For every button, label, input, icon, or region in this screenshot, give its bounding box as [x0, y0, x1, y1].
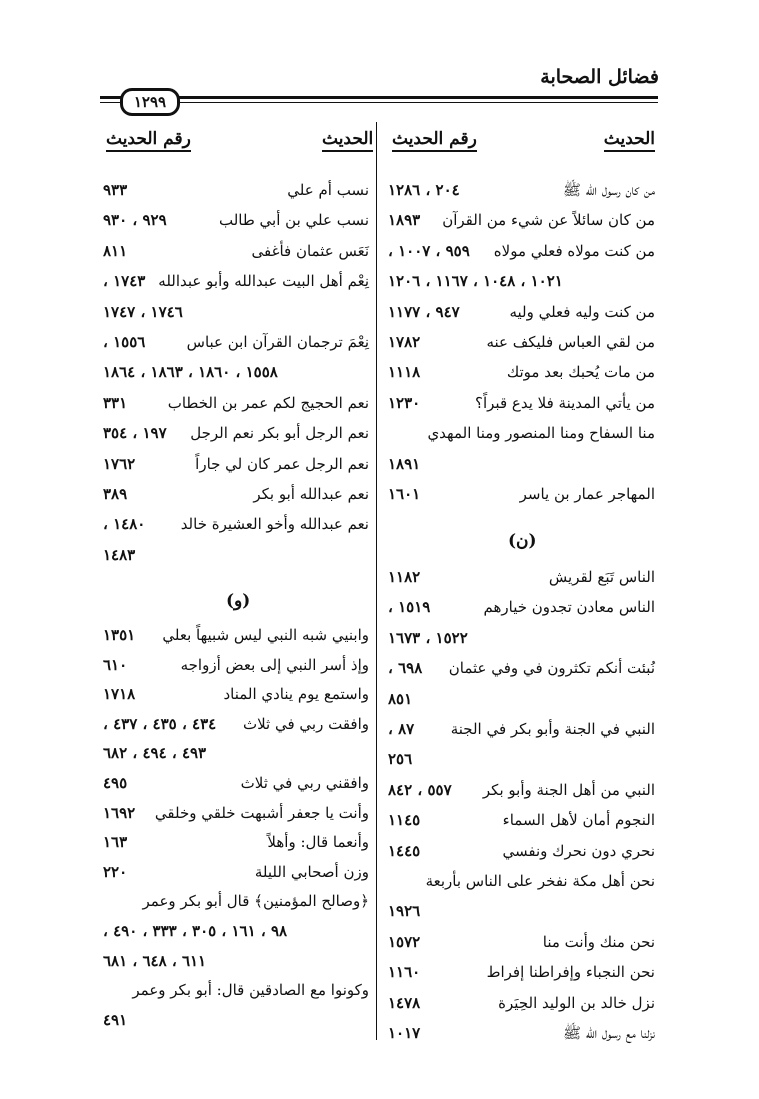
hadith-number: ٦٩٨ ، [388, 659, 423, 678]
hadith-number: ٨٥١ [388, 689, 413, 708]
index-row [388, 653, 655, 683]
hadith-number: ٦١١ ، ٦٤٨ ، ٦٨١ [103, 951, 207, 970]
section-letter-waw: (و) [226, 591, 251, 611]
hadith-text: نزلنا مع رسول الله ﷺ [563, 1024, 655, 1042]
hadith-number: ١٠١٧ [388, 1024, 421, 1042]
index-row [388, 327, 655, 357]
section-letter-nun: (ن) [508, 531, 537, 551]
index-row [103, 1005, 369, 1035]
index-row [388, 988, 655, 1018]
hadith-text: نحري دون نحرك ونفسي [502, 841, 655, 860]
index-row [103, 479, 369, 509]
hadith-number: ١٢٣٠ [388, 393, 421, 412]
index-row [103, 449, 369, 479]
page-number: ١٢٩٩ [120, 88, 180, 116]
hadith-number: ١٤٧٨ [388, 993, 421, 1012]
hadith-text: وكونوا مع الصادقين قال: أبو بكر وعمر [132, 981, 369, 1000]
hadith-text: الناس معادن تجدون خيارهم [483, 598, 655, 617]
hadith-number: ١٦٩٢ [103, 803, 136, 822]
hadith-number: ٤٩٥ [103, 774, 128, 792]
hadith-text: وافقني ربي في ثلاث [240, 774, 369, 792]
index-row [103, 327, 369, 357]
index-row [388, 297, 655, 327]
index-row [388, 927, 655, 957]
index-row [388, 449, 655, 479]
hadith-number: ٩٨ ، ١٦١ ، ٣٠٥ ، ٣٣٣ ، ٤٩٠ ، [103, 922, 288, 940]
hadith-number: ٣٣١ [103, 393, 128, 412]
hadith-text: الناس تَبَع لقريش [548, 568, 655, 586]
hadith-text: ﴿وصالح المؤمنين﴾ قال أبو بكر وعمر [142, 892, 369, 911]
index-row [103, 175, 369, 205]
hadith-text: من كان سائلاً عن شيء من القرآن [442, 211, 655, 230]
index-row [388, 623, 655, 653]
index-row [103, 620, 369, 650]
index-row [103, 509, 369, 539]
hadith-number: ٤٣٤ ، ٤٣٥ ، ٤٣٧ ، [103, 714, 217, 733]
hadith-text: نعم الحجيج لكم عمر بن الخطاب [167, 393, 369, 412]
index-row [388, 775, 655, 805]
hadith-text: نِعْم أهل البيت عبدالله وأبو عبدالله [158, 272, 369, 291]
index-row [388, 957, 655, 987]
index-row [103, 540, 369, 570]
hadith-text: وأنت يا جعفر أشبهت خلقي وخلقي [154, 803, 369, 822]
index-row [388, 205, 655, 235]
hadith-number: ٤٩١ [103, 1010, 128, 1029]
hadith-number: ٤٩٣ ، ٤٩٤ ، ٦٨٢ [103, 744, 207, 763]
hadith-number: ١١٦٠ [388, 963, 421, 982]
hadith-text: من كان رسول الله ﷺ [562, 181, 655, 199]
hadith-text: نحن النجباء وإفراطنا إفراط [486, 963, 655, 982]
index-row [388, 236, 655, 266]
hadith-text: نسب علي بن أبي طالب [218, 211, 369, 230]
hadith-text: نعم الرجل أبو بكر نعم الرجل [190, 424, 369, 443]
hadith-number: ٨١١ [103, 241, 128, 260]
index-row [388, 418, 655, 448]
hadith-text: النبي في الجنة وأبو بكر في الجنة [450, 720, 655, 738]
hadith-number: ٩٣٣ [103, 181, 128, 199]
hadith-number: ١٧٤٣ ، [103, 272, 146, 291]
hadith-text: نُبئت أنكم تكثرون في وفي عثمان [448, 659, 655, 678]
hadith-number: ١٨٩١ [388, 454, 421, 473]
hadith-number: ١١٨٢ [388, 568, 421, 586]
hadith-text: نزل خالد بن الوليد الحِيَرة [498, 993, 655, 1012]
index-row [103, 679, 369, 709]
index-row [388, 592, 655, 622]
hadith-number: ١٦٣ [103, 833, 128, 852]
hadith-number: ١٠٢١ ، ١٠٤٨ ، ١١٦٧ ، ١٢٠٦ [388, 272, 563, 291]
index-row [103, 266, 369, 296]
index-row [103, 916, 369, 946]
index-row [388, 836, 655, 866]
hadith-number: ٨٧ ، [388, 720, 415, 738]
index-row [388, 805, 655, 835]
index-row [103, 768, 369, 798]
index-row [388, 744, 655, 774]
index-row [103, 709, 369, 739]
index-row [103, 388, 369, 418]
index-row [103, 205, 369, 235]
hadith-number: ٣٨٩ [103, 485, 128, 503]
hadith-text: نعم عبدالله وأخو العشيرة خالد [180, 515, 369, 534]
index-row [103, 827, 369, 857]
index-row [103, 886, 369, 916]
column-divider [376, 122, 377, 1040]
hadith-number: ١٥٧٢ [388, 932, 421, 951]
right-number-header: رقم الحديث [392, 128, 477, 152]
hadith-text: النبي من أهل الجنة وأبو بكر [482, 780, 655, 799]
index-row [103, 418, 369, 448]
hadith-number: ١٥٢٢ ، ١٦٧٣ [388, 628, 468, 647]
index-row [388, 866, 655, 896]
hadith-text: نسب أم علي [287, 181, 369, 199]
hadith-number: ١١١٨ [388, 363, 421, 382]
hadith-number: ١٧٦٢ [103, 454, 136, 473]
book-title: فضائل الصحابة [540, 66, 659, 88]
index-row [103, 946, 369, 976]
hadith-number: ٢٢٠ [103, 862, 128, 881]
hadith-number: ١٣٥١ [103, 626, 136, 644]
hadith-text: من مات يُحبك بعد موتك [506, 363, 655, 382]
hadith-number: ١٥١٩ ، [388, 598, 431, 617]
hadith-number: ١٧١٨ [103, 685, 136, 704]
left-number-header: رقم الحديث [106, 128, 191, 152]
hadith-text: وابنيي شبه النبي ليس شبيهاً بعلي [162, 626, 369, 644]
hadith-text: نحن منك وأنت منا [542, 932, 655, 951]
hadith-number: ١٩٢٦ [388, 902, 421, 921]
index-row [388, 388, 655, 418]
index-row [103, 857, 369, 887]
hadith-text: نَعَس عثمان فأغفى [251, 241, 369, 260]
index-row [388, 1018, 655, 1048]
header-rule [100, 96, 658, 99]
hadith-number: ١٧٤٦ ، ١٧٤٧ [103, 302, 183, 321]
index-row [103, 297, 369, 327]
index-row [388, 714, 655, 744]
index-row [388, 562, 655, 592]
index-row [103, 357, 369, 387]
index-row [103, 798, 369, 828]
hadith-text: نِعْمَ ترجمان القرآن ابن عباس [186, 333, 369, 351]
hadith-number: ٦١٠ [103, 655, 128, 674]
index-row [388, 896, 655, 926]
hadith-text: من كنت مولاه فعلي مولاه [493, 241, 655, 260]
hadith-text: وافقت ربي في ثلاث [242, 714, 369, 733]
index-row [388, 266, 655, 296]
index-row [388, 479, 655, 509]
hadith-number: ١٤٤٥ [388, 841, 421, 860]
hadith-number: ١٦٠١ [388, 485, 421, 503]
hadith-number: ١٥٥٨ ، ١٨٦٠ ، ١٨٦٣ ، ١٨٦٤ [103, 363, 278, 382]
hadith-number: ١٤٨٣ [103, 545, 136, 564]
hadith-text: من يأتي المدينة فلا يدع قبراً؟ [475, 393, 655, 412]
index-row [388, 357, 655, 387]
index-row [388, 175, 655, 205]
index-row [103, 975, 369, 1005]
hadith-text: واستمع يوم ينادي المناد [223, 685, 369, 704]
hadith-number: ٩٤٧ ، ١١٧٧ [388, 302, 460, 321]
hadith-number: ١٨٩٣ [388, 211, 421, 230]
hadith-number: ٢٥٦ [388, 750, 413, 769]
hadith-number: ٩٢٩ ، ٩٣٠ [103, 211, 167, 230]
hadith-text: من لقي العباس فليكف عنه [486, 333, 655, 351]
index-row [103, 650, 369, 680]
index-row [388, 684, 655, 714]
index-row [103, 738, 369, 768]
hadith-text: منا السفاح ومنا المنصور ومنا المهدي [427, 424, 655, 443]
hadith-text: وإذ أسر النبي إلى بعض أزواجه [180, 655, 369, 674]
hadith-number: ٥٥٧ ، ٨٤٢ [388, 780, 452, 799]
right-hadith-header: الحديث [604, 128, 655, 152]
hadith-text: النجوم أمان لأهل السماء [502, 811, 655, 830]
hadith-number: ١٤٨٠ ، [103, 515, 146, 534]
hadith-number: ١٧٨٢ [388, 333, 421, 351]
index-row [103, 236, 369, 266]
hadith-number: ٢٠٤ ، ١٢٨٦ [388, 181, 460, 199]
hadith-number: ١١٤٥ [388, 811, 421, 830]
hadith-text: نعم عبدالله أبو بكر [253, 485, 369, 503]
hadith-text: وأنعما قال: وأهلاً [267, 833, 369, 852]
left-hadith-header: الحديث [322, 128, 373, 152]
hadith-number: ١٩٧ ، ٣٥٤ [103, 424, 167, 443]
hadith-text: من كنت وليه فعلي وليه [509, 302, 655, 321]
hadith-text: نحن أهل مكة نفخر على الناس بأربعة [425, 872, 655, 890]
hadith-number: ٩٥٩ ، ١٠٠٧ ، [388, 241, 470, 260]
hadith-text: وزن أصحابي الليلة [254, 862, 369, 881]
hadith-text: نعم الرجل عمر كان لي جاراً [195, 454, 369, 473]
hadith-text: المهاجر عمار بن ياسر [519, 485, 655, 503]
hadith-number: ١٥٥٦ ، [103, 333, 146, 351]
header-rule-thin [100, 102, 658, 103]
